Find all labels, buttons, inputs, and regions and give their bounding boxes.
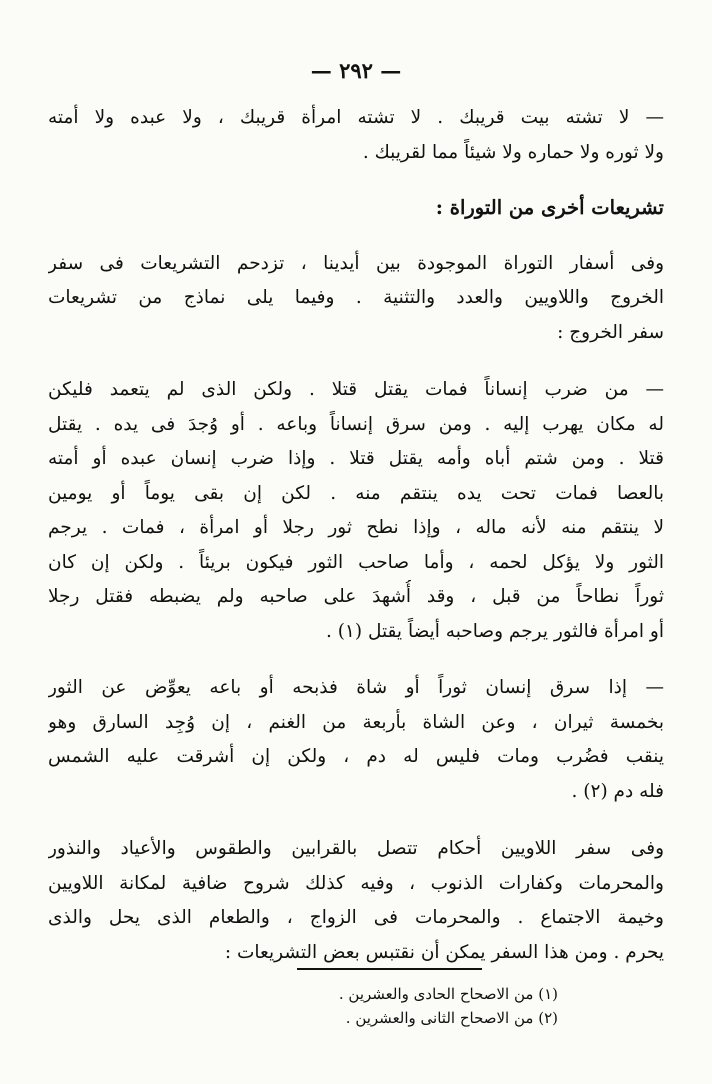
section-heading: تشريعات أخرى من التوراة : [435,196,664,219]
text-line: يحرم . ومن هذا السفر يمكن أن نقتبس بعض التشريعات : [224,941,664,963]
text-line: وفى سفر اللاويين أحكام تتصل بالقرابين والطقوس والأعياد والنذور [48,838,664,859]
page-number: — ٢٩٢ — [310,58,402,83]
text-line: سفر الخروج : [557,321,664,343]
paragraph-leviticus [48,832,664,970]
footnote-1: (١) من الاصحاح الحادى والعشرين . [338,985,558,1003]
text-line: أو امرأة فالثور يرجم وصاحبه أيضاً يقتل (١) . [325,620,664,642]
text-line: — لا تشته بيت قريبك . لا تشته امرأة قريبك ، ولا عبده ولا أمته [48,107,664,128]
text-line: — من ضرب إنساناً فمات يقتل قتلا . ولكن الذى لم يتعمد فليكن [48,379,664,400]
text-line: — إذا سرق إنسان ثوراً أو شاة فذبحه أو باعه يعوِّض عن الثور [48,677,664,698]
text-line: فله دم (٢) . [571,780,664,802]
text-line: لا ينتقم منه لأنه ماله ، وإذا نطح ثور رجلا أو امرأة ، فمات . يرجم [48,517,664,538]
text-line: ينقب فضُرب ومات فليس له دم ، ولكن إن أشرقت عليه الشمس [48,746,664,767]
text-line: ثوراً نطاحاً من قبل ، وقد أُشهدَ على صاحبه ولم يضبطه فقتل رجلا [48,586,664,607]
paragraph-exodus-laws [48,373,664,649]
text-line: ولا ثوره ولا حماره ولا شيئاً مما لقريبك . [362,141,664,163]
text-line: بالعصا فمات تحت يده ينتقم منه . لكن إن بقى يوماً أو يومين [48,482,664,504]
footnote-divider [297,968,482,970]
text-line: له مكان يهرب إليه . ومن سرق إنساناً وباعه . أو وُجدَ فى يده . يقتل [48,413,664,435]
main-text [48,101,664,970]
paragraph-commandment [48,101,664,170]
text-line: قتلا . ومن شتم أباه وأمه يقتل قتلا . وإذا ضرب إنسان عبده أو أمته [48,448,664,469]
text-line: وخيمة الاجتماع . والمحرمات فى الزواج ، والطعام الذى يحل والذى [48,907,664,928]
footnotes [238,982,558,1030]
paragraph-theft-laws [48,671,664,809]
footnote-2: (٢) من الاصحاح الثانى والعشرين . [345,1009,558,1027]
text-line: والمحرمات وكفارات الذنوب ، وفيه كذلك شروح ضافية لمكانة اللاويين [48,872,664,894]
text-line: وفى أسفار التوراة الموجودة بين أيدينا ، تزدحم التشريعات فى سفر [48,252,664,274]
text-line: الخروج واللاويين والعدد والتثنية . وفيما يلى نماذج من تشريعات [48,287,664,308]
text-line: الثور ولا يؤكل لحمه ، وأما صاحب الثور فيكون بريئاً . ولكن إن كان [48,551,664,573]
paragraph-intro [48,247,664,351]
text-line: بخمسة ثيران ، وعن الشاة بأربعة من الغنم ، إن وُجِد السارق وهو [48,711,664,733]
